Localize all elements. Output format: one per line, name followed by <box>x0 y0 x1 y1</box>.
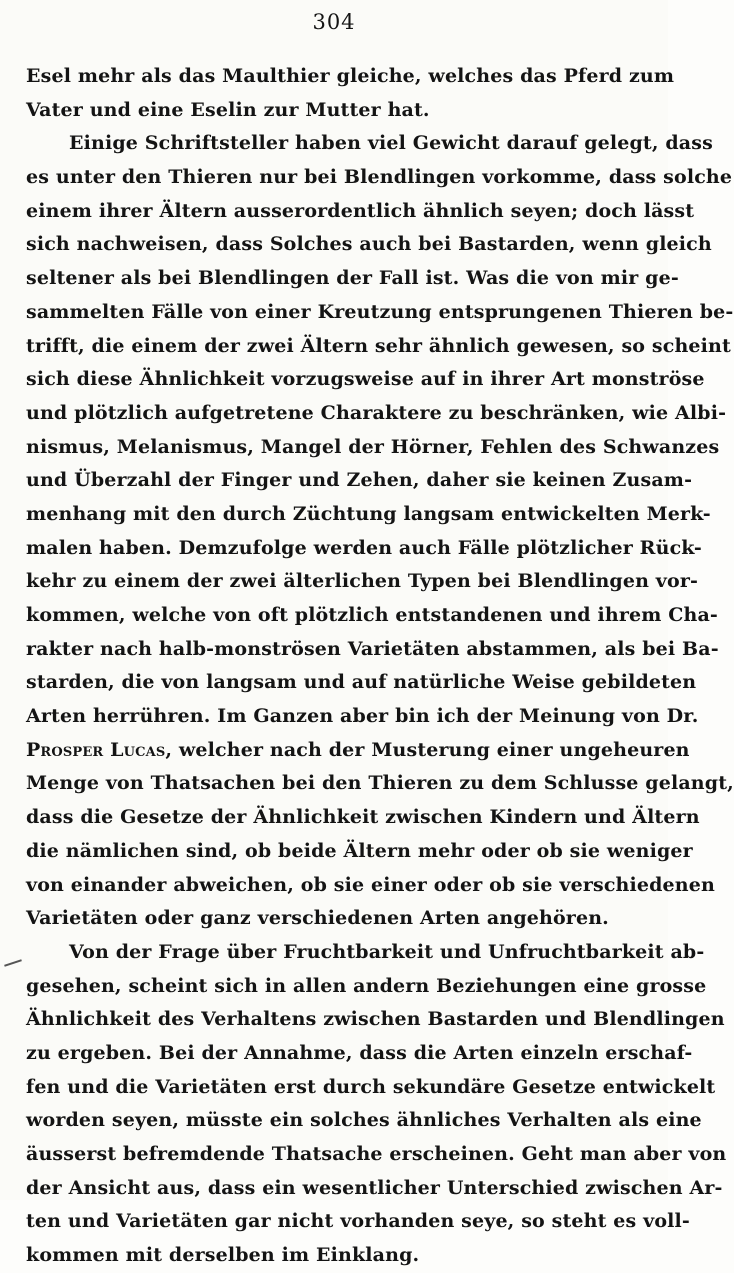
text-line: zu ergeben. Bei der Annahme, dass die Arten einzeln erschaf- <box>26 1041 693 1064</box>
text-line: Esel mehr als das Maulthier gleiche, welches das Pferd zum <box>26 65 675 87</box>
text-line: sich nachweisen, dass Solches auch bei Bastarden, wenn gleich <box>26 233 712 256</box>
text-line: Von der Frage über Fruchtbarkeit und Unfruchtbarkeit ab- <box>69 940 705 963</box>
text-line: gesehen, scheint sich in allen andern Beziehungen eine grosse <box>26 974 707 997</box>
author-name: Prosper Lucas <box>26 738 166 761</box>
text-line: rakter nach halb-monströsen Varietäten abstammen, als bei Ba- <box>26 637 719 660</box>
text-line: einem ihrer Ältern ausserordentlich ähnlich seyen; doch lässt <box>26 199 695 222</box>
text-line: dass die Gesetze der Ähnlichkeit zwischen Kindern und Ältern <box>26 806 700 829</box>
text-line: Menge von Thatsachen bei den Thieren zu dem Schlusse gelangt, <box>26 772 734 795</box>
text-line-rest: , welcher nach der Musterung einer ungeheuren <box>165 738 690 761</box>
text-line: sich diese Ähnlichkeit vorzugsweise auf in ihrer Art monströse <box>26 368 705 391</box>
text-line: Varietäten oder ganz verschiedenen Arten angehören. <box>26 907 609 930</box>
text-line: worden seyen, müsste ein solches ähnliches Verhalten als eine <box>26 1109 702 1132</box>
text-line: menhang mit den durch Züchtung langsam entwickelten Merk- <box>26 502 711 525</box>
text-line: und plötzlich aufgetretene Charaktere zu beschränken, wie Albi- <box>26 401 727 424</box>
text-line: nismus, Melanismus, Mangel der Hörner, Fehlen des Schwanzes <box>26 435 720 458</box>
text-line: Einige Schriftsteller haben viel Gewicht darauf gelegt, dass <box>69 132 713 155</box>
text-line: starden, die von langsam und auf natürliche Weise gebildeten <box>26 671 697 694</box>
text-line: äusserst befremdende Thatsache erscheinen. Geht man aber von <box>26 1143 727 1165</box>
text-line: kommen, welche von oft plötzlich entstandenen und ihrem Cha- <box>26 604 718 626</box>
text-line: der Ansicht aus, dass ein wesentlicher Unterschied zwischen Ar- <box>26 1176 723 1199</box>
text-line: seltener als bei Blendlingen der Fall ist. Was die von mir ge- <box>26 267 679 290</box>
text-line: und Überzahl der Finger und Zehen, daher sie keinen Zusam- <box>26 469 693 492</box>
margin-pencil-mark <box>4 959 22 966</box>
text-line: fen und die Varietäten erst durch sekundäre Gesetze entwickelt <box>26 1075 716 1098</box>
text-line: Arten herrühren. Im Ganzen aber bin ich der Meinung von Dr. <box>26 705 699 728</box>
text-line: sammelten Fälle von einer Kreutzung entsprungenen Thieren be- <box>26 300 734 323</box>
text-line: es unter den Thieren nur bei Blendlingen vorkomme, dass solche <box>26 166 733 189</box>
text-line: kommen mit derselben im Einklang. <box>26 1244 420 1267</box>
text-line: ten und Varietäten gar nicht vorhanden seye, so steht es voll- <box>26 1210 690 1233</box>
body-text <box>26 60 734 1273</box>
text-line: Vater und eine Eselin zur Mutter hat. <box>26 98 430 121</box>
page-number: 304 <box>312 10 356 34</box>
text-line: Ähnlichkeit des Verhaltens zwischen Bastarden und Blendlingen <box>26 1008 725 1031</box>
text-line: die nämlichen sind, ob beide Ältern mehr oder ob sie weniger <box>26 839 693 862</box>
text-line: malen haben. Demzufolge werden auch Fälle plötzlicher Rück- <box>26 536 702 559</box>
text-line: trifft, die einem der zwei Ältern sehr ähnlich gewesen, so scheint <box>26 334 731 357</box>
text-line: von einander abweichen, ob sie einer oder ob sie verschiedenen <box>26 873 715 896</box>
text-line <box>26 734 690 768</box>
text-line: kehr zu einem der zwei älterlichen Typen bei Blendlingen vor- <box>26 570 699 593</box>
